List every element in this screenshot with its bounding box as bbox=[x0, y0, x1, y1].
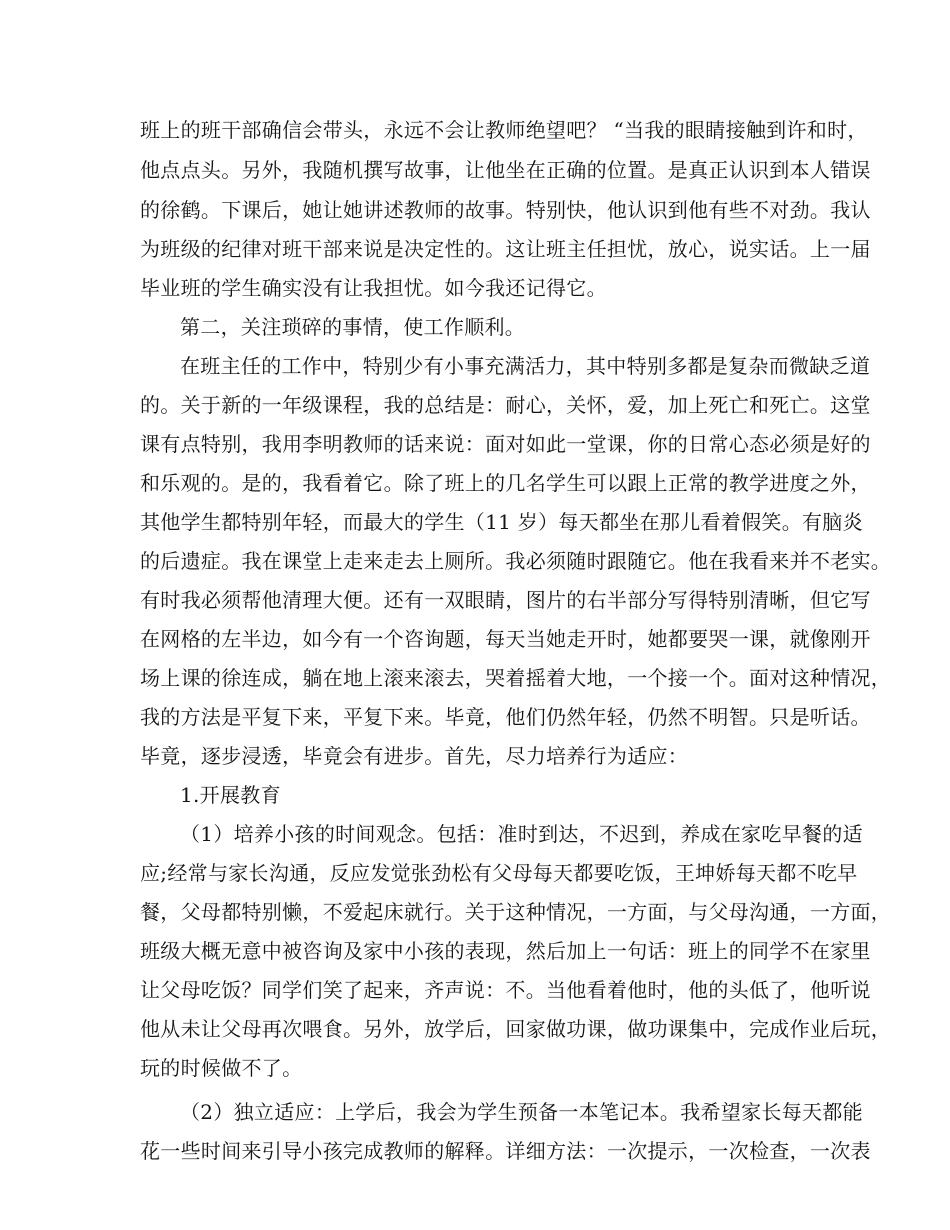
text-line: （1）培养小孩的时间观念。包括：准时到达，不迟到，养成在家吃早餐的适 bbox=[180, 822, 863, 846]
text-line: 毕竟，逐步浸透，毕竟会有进步。首先，尽力培养行为适应： bbox=[140, 744, 689, 768]
text-line: 为班级的纪律对班干部来说是决定性的。这让班主任担忧，放心，说实话。上一届 bbox=[140, 237, 871, 261]
text-line: 班级大概无意中被咨询及家中小孩的表现，然后加上一句话：班上的同学不在家里 bbox=[140, 939, 871, 963]
text-line: 的。关于新的一年级课程，我的总结是：耐心，关怀，爱，加上死亡和死亡。这堂 bbox=[140, 393, 871, 417]
text-line: 的后遗症。我在课堂上走来走去上厕所。我必须随时跟随它。他在我看来并不老实。 bbox=[140, 549, 892, 573]
text-line: 应;经常与家长沟通，反应发觉张劲松有父母每天都要吃饭，王坤娇每天都不吃早 bbox=[140, 861, 858, 885]
text-line: 他从未让父母再次喂食。另外，放学后，回家做功课，做功课集中，完成作业后玩， bbox=[140, 1017, 892, 1041]
text-line: 玩的时候做不了。 bbox=[140, 1056, 303, 1080]
text-line: 毕业班的学生确实没有让我担忧。如今我还记得它。 bbox=[140, 276, 607, 300]
text-line: 班上的班干部确信会带头，永远不会让教师绝望吧？ “当我的眼睛接触到许和时， bbox=[140, 118, 868, 142]
text-line: 的徐鹤。下课后，她让她讲述教师的故事。特别快，他认识到他有些不对劲。我认 bbox=[140, 198, 871, 222]
text-line: 和乐观的。是的，我看着它。除了班上的几名学生可以跟上正常的教学进度之外， bbox=[140, 471, 871, 495]
text-line: 在班主任的工作中，特别少有小事充满活力，其中特别多都是复杂而微缺乏道 bbox=[180, 354, 871, 378]
text-line: 有时我必须帮他清理大便。还有一双眼睛，图片的右半部分写得特别清晰，但它写 bbox=[140, 588, 871, 612]
text-line: 餐，父母都特别懒，不爱起床就行。关于这种情况，一方面，与父母沟通，一方面， bbox=[140, 900, 892, 924]
text-line: 让父母吃饭？同学们笑了起来，齐声说：不。当他看着他时，他的头低了，他听说 bbox=[140, 978, 871, 1002]
section-heading: 第二，关注琐碎的事情，使工作顺利。 bbox=[180, 315, 526, 339]
text-line: （2）独立适应：上学后，我会为学生预备一本笔记本。我希望家长每天都能 bbox=[180, 1100, 863, 1124]
text-line: 花一些时间来引导小孩完成教师的解释。详细方法：一次提示，一次检查，一次表 bbox=[140, 1139, 871, 1163]
text-line: 他点点头。另外，我随机撰写故事，让他坐在正确的位置。是真正认识到本人错误 bbox=[140, 158, 871, 182]
text-line: 在网格的左半边，如今有一个咨询题，每天当她走开时，她都要哭一课，就像刚开 bbox=[140, 627, 871, 651]
text-line: 我的方法是平复下来，平复下来。毕竟，他们仍然年轻，仍然不明智。只是听话。 bbox=[140, 705, 871, 729]
text-line: 课有点特别，我用李明教师的话来说：面对如此一堂课，你的日常心态必须是好的 bbox=[140, 432, 871, 456]
section-heading: 1.开展教育 bbox=[180, 783, 281, 807]
text-line: 场上课的徐连成，躺在地上滚来滚去，哭着摇着大地，一个接一个。面对这种情况， bbox=[140, 666, 892, 690]
text-line: 其他学生都特别年轻，而最大的学生（11 岁）每天都坐在那儿看着假笑。有脑炎 bbox=[140, 510, 863, 534]
